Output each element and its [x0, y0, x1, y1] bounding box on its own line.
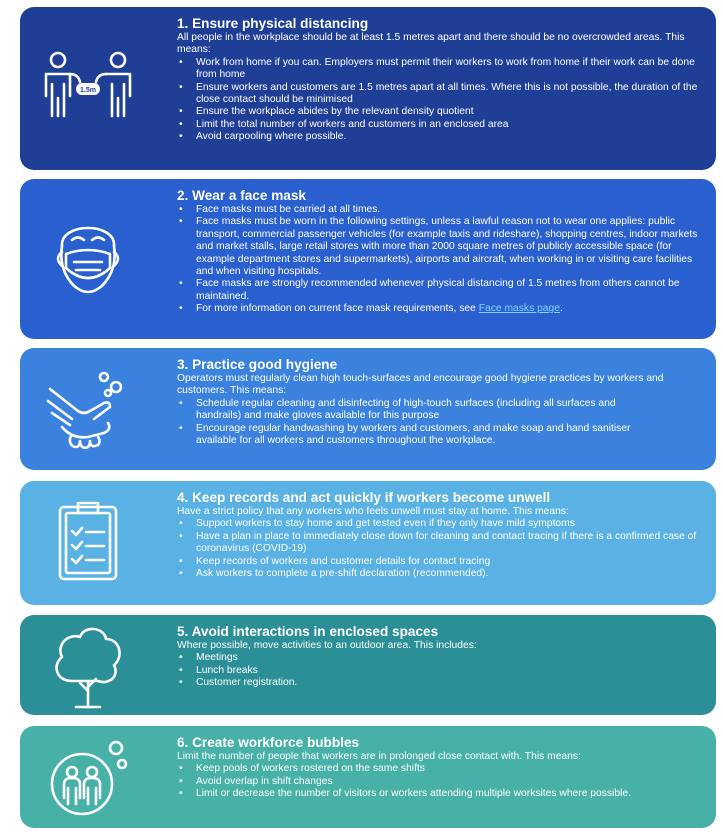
bullet-list — [177, 398, 702, 448]
tree-icon — [38, 621, 138, 711]
list-item: • Limit the total number of workers and customers in an enclosed area — [177, 119, 702, 131]
list-item: • Customer registration. — [177, 677, 702, 689]
face-mask-icon — [38, 199, 138, 309]
list-item: • Lunch breaks — [177, 665, 702, 677]
list-item: • Schedule regular cleaning and disinfecting of high-touch surfaces (including all surfaces and handrails) and make gloves available for this purpose — [177, 398, 642, 423]
section-content — [177, 357, 702, 447]
section-intro: Where possible, move activities to an outdoor area. This includes: — [177, 640, 477, 651]
section-content — [177, 188, 702, 316]
physical-distancing-icon — [38, 25, 138, 145]
list-item: • Support workers to stay home and get tested even if they only have mild symptoms — [177, 518, 702, 530]
section-intro: Limit the number of people that workers are in prolonged close contact with. This means: — [177, 751, 581, 762]
section-physical-distancing — [20, 7, 716, 170]
section-title: 5. Avoid interactions in enclosed spaces — [177, 624, 439, 639]
distance-label: 1.5m — [80, 87, 96, 94]
section-content — [177, 624, 702, 690]
section-intro: Operators must regularly clean high touch-surfaces and encourage good hygiene practices by workers and customers. This means: — [177, 373, 664, 397]
list-item: • Avoid carpooling where possible. — [177, 131, 702, 143]
workforce-bubble-icon — [38, 732, 138, 824]
list-item: • Keep records of workers and customer details for contact tracing — [177, 556, 702, 568]
bullet-list — [177, 204, 702, 316]
bullet-list — [177, 763, 702, 800]
bullet-list — [177, 652, 702, 689]
list-item: • Face masks must be carried at all times. — [177, 204, 702, 216]
list-item — [177, 303, 702, 315]
list-item: • Encourage regular handwashing by workers and customers, and make soap and hand sanitiser available for all workers and customers throughout the workplace. — [177, 423, 642, 448]
list-item: • Face masks must be worn in the following settings, unless a lawful reason not to wear one applies: public transport, commercial passenger vehicles (for example taxis and rideshare), shopping centres, indoor markets and market stalls, large retail stores with more than 2000 square metres of publicly accessible space (for example department stores and supermarkets), airports and aircraft, when working in or visiting care facilities and when visiting hospitals. — [177, 216, 702, 278]
bullet-list — [177, 518, 702, 580]
section-intro: All people in the workplace should be at least 1.5 metres apart and there should be no overcrowded areas. This means: — [177, 32, 685, 56]
clipboard-checklist-icon — [38, 491, 138, 591]
list-item: • Keep pools of workers rostered on the same shifts — [177, 763, 702, 775]
section-hygiene — [20, 348, 716, 470]
section-content — [177, 16, 702, 144]
list-item: • Limit or decrease the number of visitors or workers attending multiple worksites where possible. — [177, 788, 702, 800]
section-intro: Have a strict policy that any workers who feels unwell must stay at home. This means: — [177, 506, 569, 517]
section-title: 6. Create workforce bubbles — [177, 735, 360, 750]
list-item: • Ensure the workplace abides by the relevant density quotient — [177, 106, 702, 118]
list-item: • Face masks are strongly recommended whenever physical distancing of 1.5 metres from others cannot be maintained. — [177, 278, 702, 303]
face-masks-link[interactable]: Face masks page — [478, 303, 560, 315]
list-item: • Meetings — [177, 652, 702, 664]
list-item: • Avoid overlap in shift changes — [177, 776, 702, 788]
list-item: • Work from home if you can. Employers must permit their workers to work from home if their work can be done from home — [177, 57, 702, 82]
section-content — [177, 735, 702, 801]
bullet-list — [177, 57, 702, 144]
link-bullet-text: For more information on current face mask requirements, see — [196, 303, 479, 315]
list-item: • Ask workers to complete a pre-shift declaration (recommended). — [177, 568, 702, 580]
section-content — [177, 490, 702, 580]
section-title: 2. Wear a face mask — [177, 188, 306, 203]
section-title: 3. Practice good hygiene — [177, 357, 338, 372]
section-enclosed-spaces — [20, 615, 716, 715]
handwashing-icon — [38, 360, 138, 460]
section-workforce-bubbles — [20, 726, 716, 828]
link-suffix: . — [560, 303, 563, 315]
list-item: • Have a plan in place to immediately close down for cleaning and contact tracing if there is a confirmed case of coronavirus (COVID-19) — [177, 531, 702, 556]
section-title: 1. Ensure physical distancing — [177, 16, 369, 31]
section-title: 4. Keep records and act quickly if workers become unwell — [177, 490, 551, 505]
list-item: • Ensure workers and customers are 1.5 metres apart at all times. Where this is not possible, the duration of the close contact should be minimised — [177, 82, 702, 107]
section-records — [20, 481, 716, 605]
section-face-mask — [20, 179, 716, 339]
